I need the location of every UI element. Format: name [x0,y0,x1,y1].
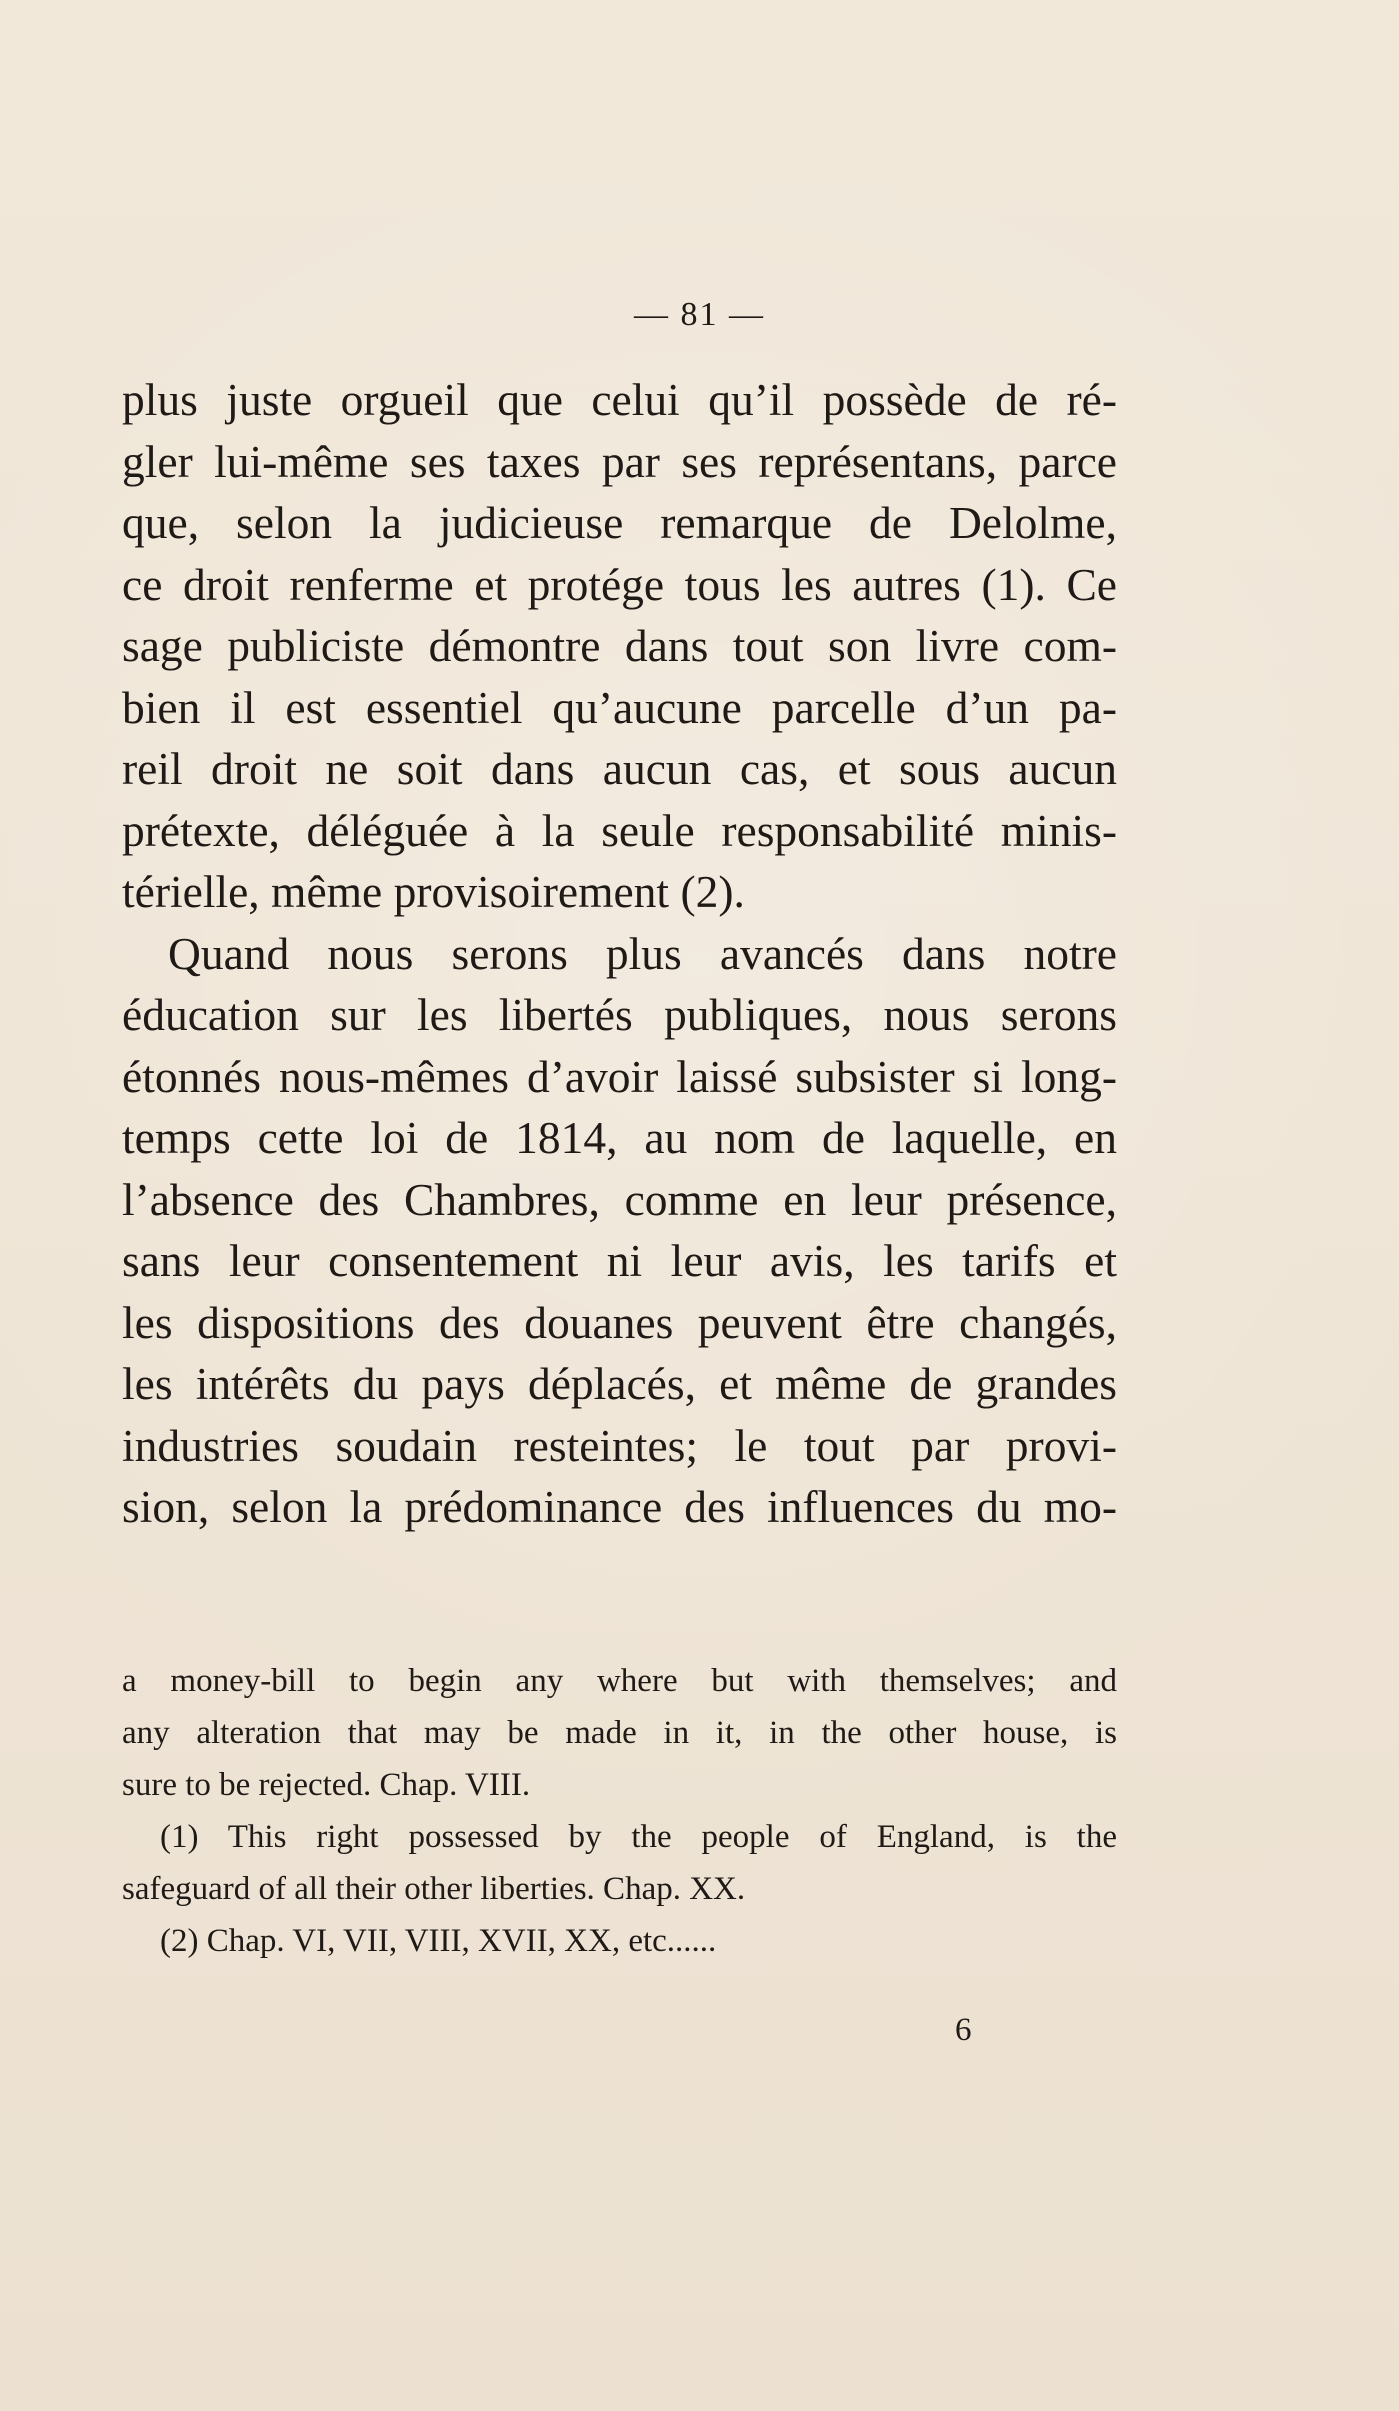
text-line: temps cette loi de 1814, au nom de laquelle, en [122,1112,1117,1163]
text-line: que, selon la judicieuse remarque de Delolme, [122,497,1117,548]
text-line: ce droit renferme et protége tous les autres (1). Ce [122,558,1117,610]
text-line: sion, selon la prédominance des influences du mo- [122,1481,1117,1532]
text-line: sans leur consentement ni leur avis, les tarifs et [122,1235,1117,1286]
text-line: les dispositions des douanes peuvent être changés, [122,1296,1117,1348]
text-line: plus juste orgueil que celui qu’il possède de ré- [122,374,1117,425]
text-line: gler lui-même ses taxes par ses représentans, parce [122,435,1117,487]
text-line: étonnés nous-mêmes d’avoir laissé subsister si long- [122,1050,1117,1102]
footnote-line: any alteration that may be made in it, in the other house, is [122,1715,1117,1751]
page-number: — 81 — [634,296,765,333]
text-line: industries soudain resteintes; le tout par provi- [122,1419,1117,1471]
text-line: éducation sur les libertés publiques, nous serons [122,989,1117,1040]
text-line: bien il est essentiel qu’aucune parcelle d’un pa- [122,681,1117,733]
paragraph-first-line: Quand nous serons plus avancés dans notre [168,927,1117,979]
footnote-line: safeguard of all their other liberties. Chap. XX. [122,1871,746,1907]
text-line: l’absence des Chambres, comme en leur présence, [122,1173,1117,1225]
footnote-2: (2) Chap. VI, VII, VIII, XVII, XX, etc...... [160,1923,717,1959]
footnotes-block [122,1655,1117,1967]
text-line: prétexte, déléguée à la seule responsabilité minis- [122,804,1117,856]
signature-mark: 6 [955,2012,972,2048]
footnote-line: sure to be rejected. Chap. VIII. [122,1767,531,1803]
footnote-line: a money-bill to begin any where but with themselves; and [122,1663,1117,1699]
text-line: térielle, même provisoirement (2). [122,866,745,917]
text-line: les intérêts du pays déplacés, et même de grandes [122,1358,1117,1409]
text-line: reil droit ne soit dans aucun cas, et sous aucun [122,743,1117,794]
footnote-1: (1) This right possessed by the people of England, is the [160,1819,1117,1855]
text-line: sage publiciste démontre dans tout son livre com- [122,620,1117,671]
main-text-block [122,369,1117,1538]
